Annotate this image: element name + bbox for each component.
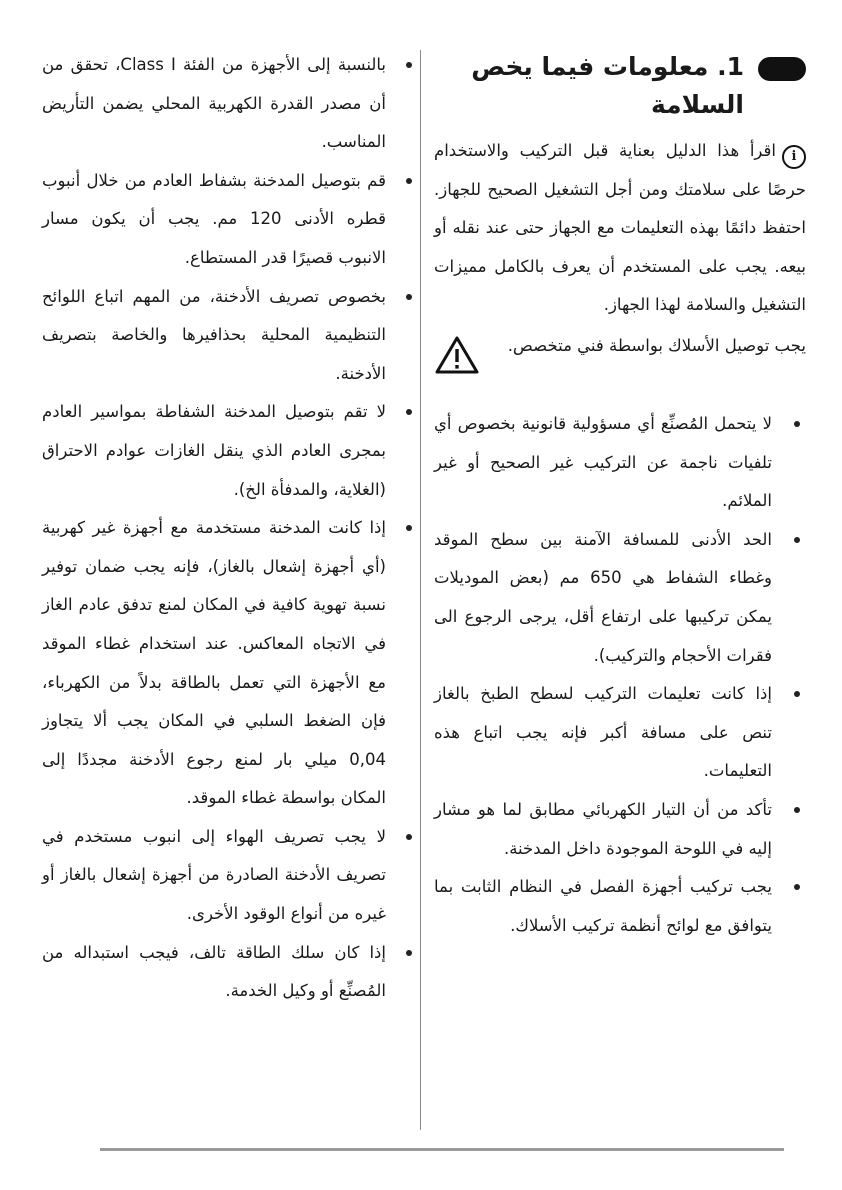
section-number: 1.	[717, 52, 744, 81]
bullet-dot	[794, 884, 800, 890]
bullet-dot	[406, 525, 412, 531]
section-heading	[434, 48, 806, 124]
column-divider	[420, 50, 421, 1130]
left-bullet-list	[42, 46, 416, 1011]
list-item: يجب تركيب أجهزة الفصل في النظام الثابت بما يتوافق مع لوائح أنظمة تركيب الأسلاك.	[434, 868, 806, 945]
warning-text: يجب توصيل الأسلاك بواسطة فني متخصص.	[507, 335, 806, 355]
bullet-dot	[406, 834, 412, 840]
list-item: إذا كانت المدخنة مستخدمة مع أجهزة غير كهربية (أي أجهزة إشعال بالغاز)، فإنه يجب ضمان توفير نسبة تهوية كافية في المكان لمنع تدفق عادم الغاز في الاتجاه المعاكس. عند استخدام غطاء الموقد مع الأجهزة التي تعمل بالطاقة بدلاً من الكهرباء، فإن الضغط السلبي في المكان يجب ألا يتجاوز 0,04 ميلي بار لمنع رجوع الأدخنة مجددًا إلى المكان بواسطة غطاء الموقد.	[42, 509, 416, 818]
list-item: لا تقم بتوصيل المدخنة الشفاطة بمواسير العادم بمجرى العادم الذي ينقل الغازات عوادم الاحتراق (الغلاية، والمدفأة الخ).	[42, 393, 416, 509]
list-item: الحد الأدنى للمسافة الآمنة بين سطح الموقد وغطاء الشفاط هي 650 مم (بعض الموديلات يمكن تركيبها على ارتفاع أقل، يرجى الرجوع الى فقرات الأحجام والتركيب).	[434, 521, 806, 675]
list-item: إذا كانت تعليمات التركيب لسطح الطبخ بالغاز تنص على مسافة أكبر فإنه يجب اتباع هذه التعليمات.	[434, 675, 806, 791]
list-item: تأكد من أن التيار الكهربائي مطابق لما هو مشار إليه في اللوحة الموجودة داخل المدخنة.	[434, 791, 806, 868]
bullet-dot	[406, 950, 412, 956]
bullet-dot	[406, 294, 412, 300]
footer-rule	[100, 1148, 784, 1151]
list-item: لا يجب تصريف الهواء إلى انبوب مستخدم في تصريف الأدخنة الصادرة من أجهزة إشعال بالغاز أو غيره من أنواع الوقود الأخرى.	[42, 818, 416, 934]
list-item: بالنسبة إلى الأجهزة من الفئة Class I، تحقق من أن مصدر القدرة الكهربية المحلي يضمن التأريض المناسب.	[42, 46, 416, 162]
intro-paragraph	[434, 132, 806, 325]
section-title-text: معلومات فيما يخص	[471, 52, 709, 81]
section-marker-pill	[758, 57, 806, 81]
right-column	[434, 46, 806, 945]
bullet-dot	[794, 537, 800, 543]
section-title-line-1	[434, 48, 744, 86]
list-item: لا يتحمل المُصنِّع أي مسؤولية قانونية بخصوص أي تلفيات ناجمة عن التركيب غير الصحيح أو غير الملائم.	[434, 405, 806, 521]
intro-text: اقرأ هذا الدليل بعناية قبل التركيب والاستخدام حرصًا على سلامتك ومن أجل التشغيل الصحيح للجهاز. احتفظ دائمًا بهذه التعليمات مع الجهاز حتى عند نقله أو بيعه. يجب على المستخدم أن يعرف بالكامل مميزات التشغيل والسلامة لهذا الجهاز.	[434, 141, 806, 315]
bullet-dot	[794, 421, 800, 427]
warning-triangle-icon	[434, 335, 480, 375]
list-item: قم بتوصيل المدخنة بشفاط العادم من خلال أنبوب قطره الأدنى 120 مم. يجب أن يكون مسار الانبوب قصيرًا قدر المستطاع.	[42, 162, 416, 278]
warning-block	[434, 327, 806, 403]
left-column	[42, 46, 416, 1011]
right-bullet-list	[434, 405, 806, 945]
list-item: بخصوص تصريف الأدخنة، من المهم اتباع اللوائح التنظيمية المحلية بحذافيرها والخاصة بتصريف الأدخنة.	[42, 278, 416, 394]
info-icon: i	[782, 145, 806, 169]
bullet-dot	[406, 62, 412, 68]
section-title-line-2: السلامة	[650, 90, 744, 119]
bullet-dot	[794, 807, 800, 813]
list-item: إذا كان سلك الطاقة تالف، فيجب استبداله من المُصنِّع أو وكيل الخدمة.	[42, 934, 416, 1011]
bullet-dot	[794, 691, 800, 697]
bullet-dot	[406, 178, 412, 184]
bullet-dot	[406, 409, 412, 415]
